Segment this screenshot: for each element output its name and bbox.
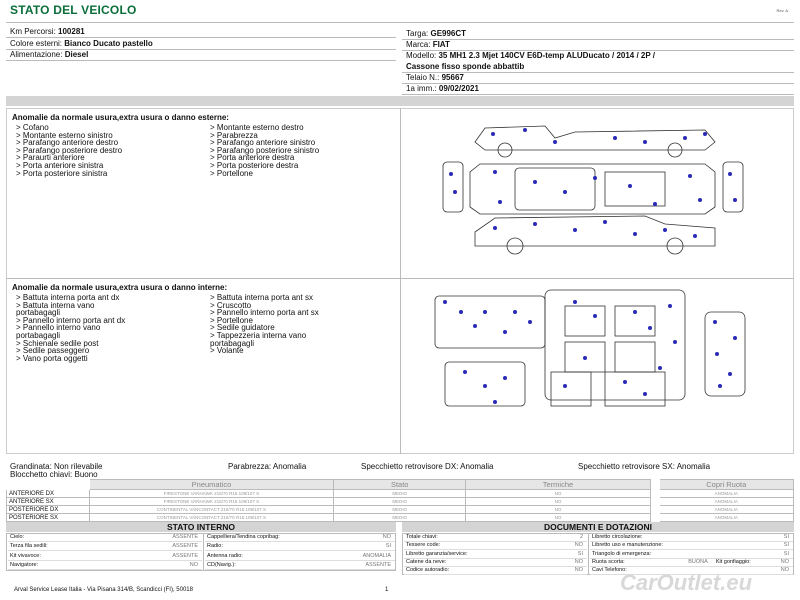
watermark: CarOutlet.eu <box>620 570 753 595</box>
external-col2: > Montante esterno destro > Parabrezza > Parafango anteriore sinistro > Parafango posteriore sinistro > Porta anteriore destra > Porta posteriore destra > Portellone <box>210 123 320 178</box>
grid-row <box>404 566 587 575</box>
grid-value: NO <box>780 567 789 574</box>
external-anomalies-title: Anomalie da normale usura,extra usura o danno esterne: <box>12 113 229 122</box>
internal-col1: > Battuta interna porta ant dx > Battuta interna vano portabagagli > Pannello interno porta ant dx > Pannello interno vano portabagagli > Schienale sedile post > Sedile passeggero > Vano porta oggetti <box>16 293 126 363</box>
modello-row: Modello: 35 MH1 2.3 Mjet 140CV E6D-temp ALUDucato / 2014 / 2P / <box>406 51 656 60</box>
grid-label: Catene da neve: <box>406 558 447 565</box>
km-row: Km Percorsi: 100281 <box>10 27 85 36</box>
internal-anomalies-title: Anomalie da normale usura,extra usura o danno interne: <box>12 283 228 292</box>
grid-value: SI <box>577 550 583 557</box>
grid-row <box>8 542 202 551</box>
grid-value: ANOMALIA <box>362 552 391 559</box>
grid-label: Terza fila sedili: <box>10 543 48 550</box>
table-row: POSTERIORE DX CONTINENTAL VANCONTACT 215/70 R15 109/107 S MEDIO NO ANOMALIA <box>7 506 794 514</box>
grid-row <box>205 542 395 551</box>
grid-label: Antenna radio: <box>207 552 243 559</box>
grid-label: Totale chiavi: <box>406 534 438 540</box>
stato-interno-title: STATO INTERNO <box>6 522 396 532</box>
table-row: ANTERIORE DX FIRESTONE VANHAWK 215/70 R15 109/107 S MEDIO NO ANOMALIA <box>7 490 794 498</box>
grid-label: Cavi Telefono: <box>592 567 627 574</box>
grid-label: Triangolo di emergenza: <box>592 550 652 557</box>
grid-label: Ruota scorta: <box>592 558 625 565</box>
grid-value: ASSENTE <box>172 543 198 550</box>
grid-value: NO <box>189 562 198 569</box>
colore-row: Colore esterni: Bianco Ducato pastello <box>10 39 153 48</box>
internal-damage-diagram <box>405 282 791 448</box>
footer-page: 1 <box>385 587 389 593</box>
specchietto-sx: Specchietto retrovisore SX: Anomalia <box>578 462 711 471</box>
header-divider <box>6 22 794 23</box>
grid-label: CD(Navig.): <box>207 562 236 569</box>
internal-col2: > Battuta interna porta ant sx > Cruscotto > Pannello interno porta ant sx > Portellone > Sedile guidatore > Tappezzeria interna vano portabagagli > Volante <box>210 293 319 356</box>
grid-value: NO <box>382 534 391 540</box>
specchietto-dx: Specchietto retrovisore DX: Anomalia <box>361 462 494 471</box>
imm-row: 1a imm.: 09/02/2021 <box>406 84 479 93</box>
grid-row <box>205 552 395 561</box>
blocchetto-chiavi: Blocchetto chiavi: Buono <box>10 470 98 479</box>
marca-row: Marca: FIAT <box>406 40 450 49</box>
grid-label: Navigatore: <box>10 562 39 569</box>
grid-value: SI <box>783 542 789 549</box>
telaio-row: Telaio N.: 95667 <box>406 73 464 82</box>
grid-value: 2 <box>579 534 583 540</box>
alimentazione-row: Alimentazione: Diesel <box>10 50 89 59</box>
grid-value: ASSENTE <box>172 552 198 559</box>
grid-label: Libretto circolazione: <box>592 534 643 540</box>
grid-value: BUONA <box>688 558 708 565</box>
grid-value: SI <box>385 543 391 550</box>
damage-dots <box>443 300 737 404</box>
grid-value: ASSENTE <box>172 534 198 540</box>
table-row: POSTERIORE SX CONTINENTAL VANCONTACT 215/70 R15 109/107 S MEDIO NO ANOMALIA <box>7 514 794 522</box>
parabrezza-status: Parabrezza: Anomalia <box>228 462 307 471</box>
grid-label: Libretto uso e manutenzione: <box>592 542 663 549</box>
grid-value: NO <box>574 567 583 574</box>
damage-dots <box>449 128 737 238</box>
grid-value: NO <box>574 558 583 565</box>
grid-value: NO <box>574 542 583 549</box>
grid-row <box>8 552 202 561</box>
table-row: ANTERIORE SX FIRESTONE VANHAWK 215/70 R15 109/107 S MEDIO NO ANOMALIA <box>7 498 794 506</box>
grid-row <box>8 533 202 542</box>
grid-row <box>205 561 395 570</box>
revision-label: Rev. A <box>776 8 788 13</box>
grid-label: Radio: <box>207 543 223 550</box>
grid-value: SI <box>783 550 789 557</box>
external-damage-diagram <box>405 112 791 276</box>
targa-row: Targa: GE996CT <box>406 29 467 38</box>
grid-row <box>205 533 395 542</box>
grid-label: Cielo: <box>10 534 25 540</box>
grid-label: Cappelliera/Tendina copribag: <box>207 534 280 540</box>
tyres-table: Pneumatico Stato Termiche Copri Ruota ANTERIORE DX FIRESTONE VANHAWK 215/70 R15 109/107 S MEDIO NO ANOMALIA ANTERIORE SX FIRESTONE VANHAWK 215/70 R15 109/107 S MEDIO NO ANOMALIA POSTERIORE DX CONTINENTAL VANCONTACT 215/70 R15 109/107 S MEDIO NO ANOMALIA POSTERIORE SX CONTINENTAL VANCONTACT 215/70 R15 109/107 S MEDIO NO ANOMALIA <box>6 479 794 522</box>
grid-label: Libretto garanzia/service: <box>406 550 468 557</box>
grid-label: Tessere code: <box>406 542 441 549</box>
grid-value: ASSENTE <box>365 562 391 569</box>
modello-row-2: Cassone fisso sponde abbattib <box>406 62 525 71</box>
grid-label: Kit vivavoce: <box>10 552 41 559</box>
grid-label: Codice autoradio: <box>406 567 450 574</box>
footer-company: Arval Service Lease Italia - Via Pisana 314/B, Scandicci (FI), 50018 <box>14 587 193 593</box>
external-col1: > Cofano > Montante esterno sinistro > Parafango anteriore destro > Parafango posteriore destro > Paraurti anteriore > Porta anteriore sinistra > Porta posteriore sinistra <box>16 123 123 178</box>
grid-label: Kit gonfiaggio: <box>715 558 751 565</box>
grid-value: NO <box>780 558 789 565</box>
documenti-title: DOCUMENTI E DOTAZIONI <box>402 522 794 532</box>
section-band <box>6 96 794 106</box>
grandinata: Grandinata: Non rilevabile <box>10 462 103 471</box>
grid-row <box>8 561 202 570</box>
page-title: STATO DEL VEICOLO <box>10 3 137 17</box>
grid-value: SI <box>783 534 789 540</box>
